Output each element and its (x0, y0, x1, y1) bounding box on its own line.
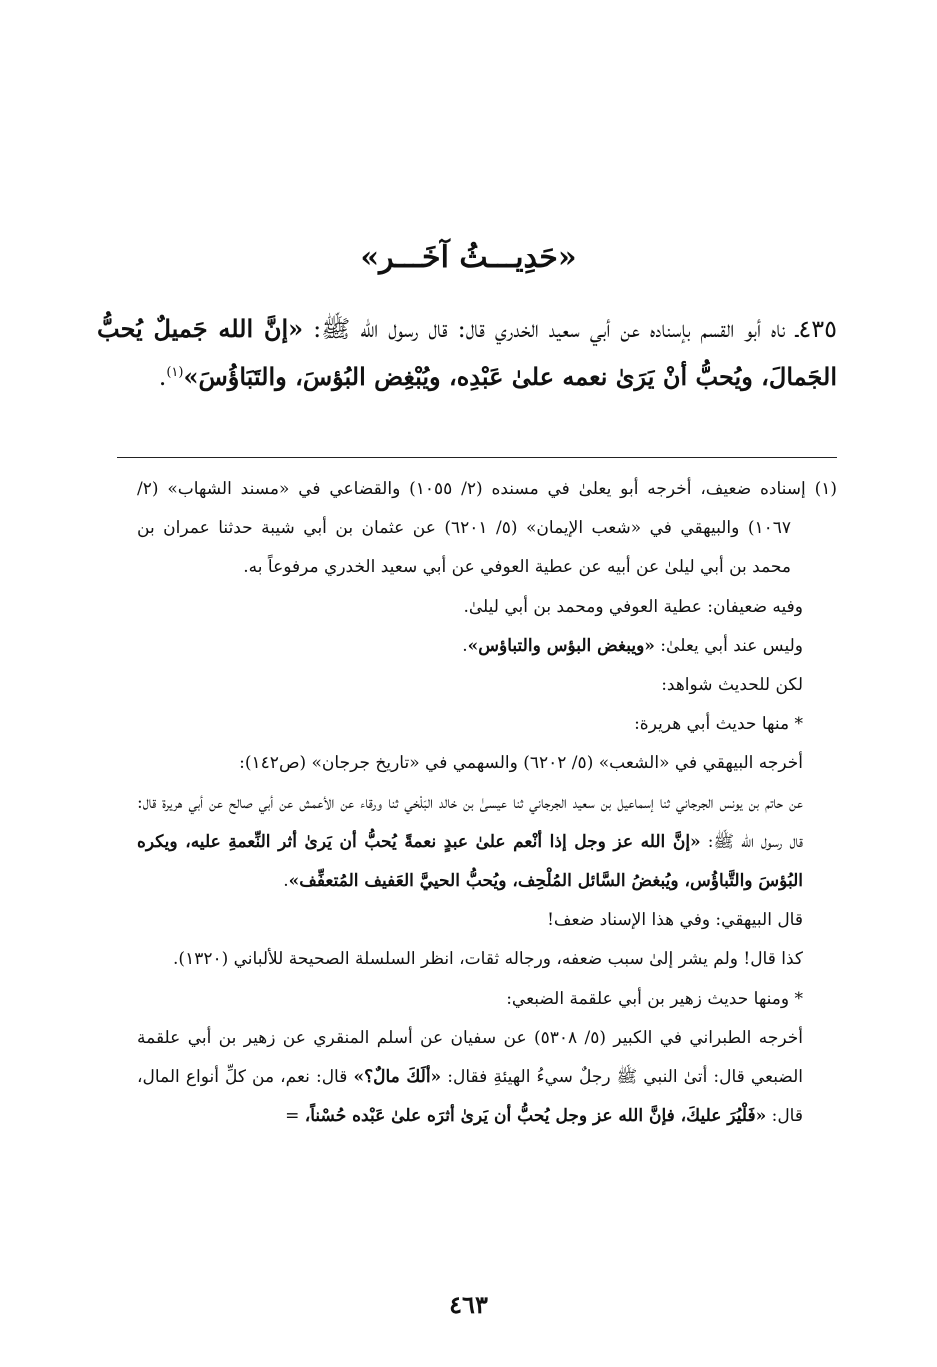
footnotes (137, 470, 837, 1136)
footnote-paragraph: كذا قال! ولم يشر إلىٰ سبب ضعفه، ورجاله ثقات، انظر السلسلة الصحيحة للألباني (١٣٢٠). (173, 949, 803, 970)
hadith-text (97, 305, 837, 401)
hadith-quote: «إنَّ الله جَميلٌ يُحبُّ الجَمالَ، ويُحبُّ أنْ يَرَىٰ نعمه علىٰ عَبْدِه، ويُبْغِض البُؤسَ، والتَبَاؤُسَ» (97, 314, 837, 391)
footnote-paragraph (137, 627, 837, 666)
footnote-paragraph: لكن للحديث شواهد: (661, 675, 803, 696)
section-heading: «حَدِيـــثُ آخَـــر» (360, 240, 577, 275)
footnote-separator (117, 457, 837, 458)
bold-quote: «إنَّ الله عز وجل إذا أنْعم علىٰ عبدٍ نعمةً يُحبُّ أن يَرىٰ أثر النِّعمةِ عليه، ويكره البُؤسَ والتَّباؤُس، ويُبغضُ السَّائل المُلْحِف، ويُحبُّ الحييَّ العَفيف المُتعفِّف» (137, 831, 803, 892)
text-run: وليس عند أبي يعلىٰ: (654, 635, 803, 656)
footnote-paragraph (137, 1019, 837, 1137)
text-run: عن حاتم بن يونس الجرجاني ثنا إسماعيل بن سعيد الجرجاني ثنا عيسىٰ بن خالد البَلْخي ثنا ورقاء عن الأعمش عن أبي صالح عن أبي هريرة قال: قال رسول الله ﷺ: (137, 792, 804, 852)
text-run: قال: نعم، من كلِّ أنواع المال، قال: (137, 1067, 803, 1127)
footnote-paragraph: * ومنها حديث زهير بن أبي علقمة الضبعي: (506, 988, 803, 1009)
bold-quote: «ألَكَ مالٌ؟» (353, 1067, 442, 1088)
footnote-paragraph: قال البيهقي: وفي هذا الإسناد ضعف! (547, 910, 803, 931)
footnote-paragraph: وفيه ضعيفان: عطية العوفي ومحمد بن أبي ليلىٰ. (463, 596, 803, 617)
bold-quote: «فَلْيُرَ عليكَ، فإنَّ الله عز وجل يُحبُّ أن يَرىٰ أثرَه علىٰ عَبْده حُسْناً، (304, 1106, 767, 1127)
text-run: . (462, 635, 468, 656)
footnote-reference[interactable]: (١) (166, 365, 184, 380)
text-run: . (283, 871, 289, 892)
text-run: أخرجه الطبراني في الكبير (٥/ ٥٣٠٨) عن سفيان عن أسلم المنقري عن زهير بن أبي علقمة الضبعي قال: أتىٰ النبي ﷺ رجلٌ سيءُ الهيئةِ فقال: (137, 1027, 803, 1088)
footnote-paragraph: * منها حديث أبي هريرة: (634, 714, 803, 735)
bold-quote: «ويبغض البؤس والتباؤس» (467, 635, 655, 656)
footnote-1: (١) إسناده ضعيف، أخرجه أبو يعلىٰ في مسنده (٢/ ١٠٥٥) والقضاعي في «مسند الشهاب» (٢/ ١٠٦٧) والبيهقي في «شعب الإيمان» (٥/ ٦٢٠١) عن عثمان بن أبي شيبة حدثنا عمران بن محمد بن أبي ليلىٰ عن أبيه عن عطية العوفي عن أبي سعيد الخدري مرفوعاً به. (137, 479, 837, 578)
page-number: ٤٦٣ (449, 1290, 488, 1319)
footnote-paragraph (137, 784, 837, 902)
hadith-intro: ٤٣٥ـ ناه أبو القسم بإسناده عن أبي سعيد الخدري قال: قال رسول الله ﷺ: (313, 315, 837, 343)
footnote-paragraph: أخرجه البيهقي في «الشعب» (٥/ ٦٢٠٢) والسهمي في «تاريخ جرجان» (ص١٤٢): (239, 753, 803, 774)
hadith-end: . (158, 363, 167, 391)
continuation-mark: = (285, 1106, 305, 1127)
